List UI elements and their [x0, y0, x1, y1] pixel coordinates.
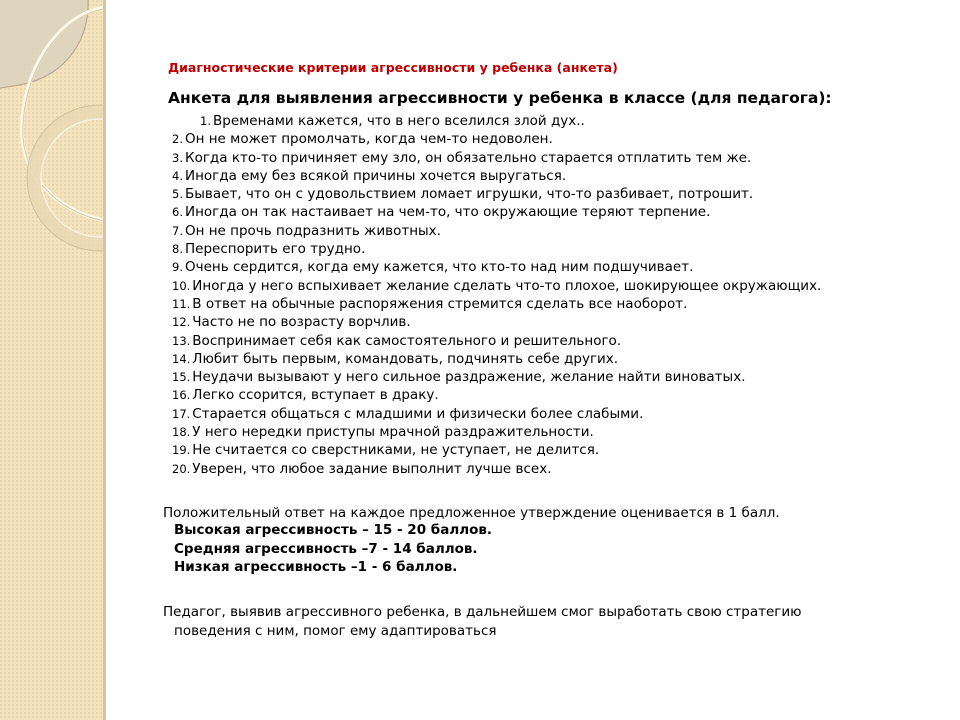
item-text: Он не прочь подразнить животных.	[184, 222, 441, 239]
item-text: Не считается со сверстниками, не уступает, не делится.	[192, 442, 600, 459]
slide-subtitle: Диагностические критерии агрессивности у ребенка (анкета)	[168, 60, 618, 75]
item-number: 15.	[172, 370, 191, 385]
item-text: Уверен, что любое задание выполнит лучше всех.	[192, 460, 552, 477]
item-number: 17.	[172, 406, 191, 421]
item-text: Старается общаться с младшими и физически более слабыми.	[192, 405, 644, 422]
item-text: Иногда ему без всякой причины хочется выругаться.	[184, 167, 567, 184]
item-text: Часто не по возрасту ворчлив.	[192, 314, 411, 331]
list-item	[172, 313, 821, 331]
item-text: Легко ссорится, вступает в драку.	[192, 387, 439, 404]
questionnaire-list	[172, 112, 821, 478]
item-number: 20.	[172, 461, 191, 476]
score-high: Высокая агрессивность – 15 - 20 баллов.	[174, 522, 493, 538]
list-item	[172, 222, 821, 240]
item-text: В ответ на обычные распоряжения стремится сделать все наоборот.	[192, 295, 688, 312]
item-number: 12.	[172, 315, 191, 330]
list-item	[172, 112, 821, 130]
list-item	[172, 240, 821, 258]
item-number: 5.	[172, 187, 183, 202]
score-low: Низкая агрессивность –1 - 6 баллов.	[174, 559, 458, 575]
item-text: Любит быть первым, командовать, подчинять себе других.	[192, 350, 619, 367]
list-item	[172, 350, 821, 368]
list-item	[172, 386, 821, 404]
conclusion-paragraph	[163, 603, 903, 640]
item-text: Когда кто-то причиняет ему зло, он обязательно старается отплатить тем же.	[184, 149, 752, 166]
item-text: Он не может промолчать, когда чем-то недоволен.	[184, 131, 553, 148]
list-item	[172, 203, 821, 221]
score-ranges	[174, 521, 492, 577]
list-item	[172, 258, 821, 276]
item-number: 4.	[172, 168, 183, 183]
item-number: 13.	[172, 333, 191, 348]
scoring-note: Положительный ответ на каждое предложенное утверждение оценивается в 1 балл.	[163, 505, 780, 521]
item-number: 9.	[172, 260, 183, 275]
item-number: 19.	[172, 443, 191, 458]
list-item	[172, 295, 821, 313]
item-text: Воспринимает себя как самостоятельного и решительного.	[192, 332, 622, 349]
list-item	[172, 441, 821, 459]
list-item	[172, 277, 821, 295]
item-number: 11.	[172, 296, 191, 311]
list-item	[172, 167, 821, 185]
item-number: 6.	[172, 205, 183, 220]
list-item	[172, 368, 821, 386]
questionnaire-heading: Анкета для выявления агрессивности у ребенка в классе (для педагога):	[168, 89, 832, 107]
item-number: 10.	[172, 278, 191, 293]
item-number: 2.	[172, 132, 183, 147]
item-text: Иногда он так настаивает на чем-то, что окружающие теряют терпение.	[184, 204, 711, 221]
list-item	[172, 130, 821, 148]
list-item	[172, 405, 821, 423]
list-item	[172, 185, 821, 203]
item-text: Неудачи вызывают у него сильное раздражение, желание найти виноватых.	[192, 369, 746, 386]
item-number: 1.	[200, 114, 211, 128]
item-text: Очень сердится, когда ему кажется, что кто-то над ним подшучивает.	[184, 259, 694, 276]
item-number: 18.	[172, 425, 191, 440]
conclusion-line-2: поведения с ним, помог ему адаптироваться	[174, 622, 497, 639]
item-text: Переспорить его трудно.	[184, 241, 366, 258]
item-text: Иногда у него вспыхивает желание сделать что-то плохое, шокирующее окружающих.	[192, 277, 822, 294]
list-item	[172, 423, 821, 441]
item-text: Бывает, что он с удовольствием ломает игрушки, что-то разбивает, потрошит.	[184, 186, 754, 203]
item-text: У него нередки приступы мрачной раздражительности.	[192, 424, 594, 441]
conclusion-line-1: Педагог, выявив агрессивного ребенка, в дальнейшем смог выработать свою стратегию	[163, 604, 802, 620]
score-medium: Средняя агрессивность –7 - 14 баллов.	[174, 540, 478, 557]
item-text: Временами кажется, что в него вселился злой дух..	[212, 113, 585, 129]
item-number: 14.	[172, 351, 191, 366]
item-number: 7.	[172, 223, 183, 238]
item-number: 8.	[172, 242, 183, 257]
item-number: 3.	[172, 150, 183, 165]
list-item	[172, 460, 821, 478]
list-item	[172, 149, 821, 167]
item-number: 16.	[172, 388, 191, 403]
list-item	[172, 332, 821, 350]
